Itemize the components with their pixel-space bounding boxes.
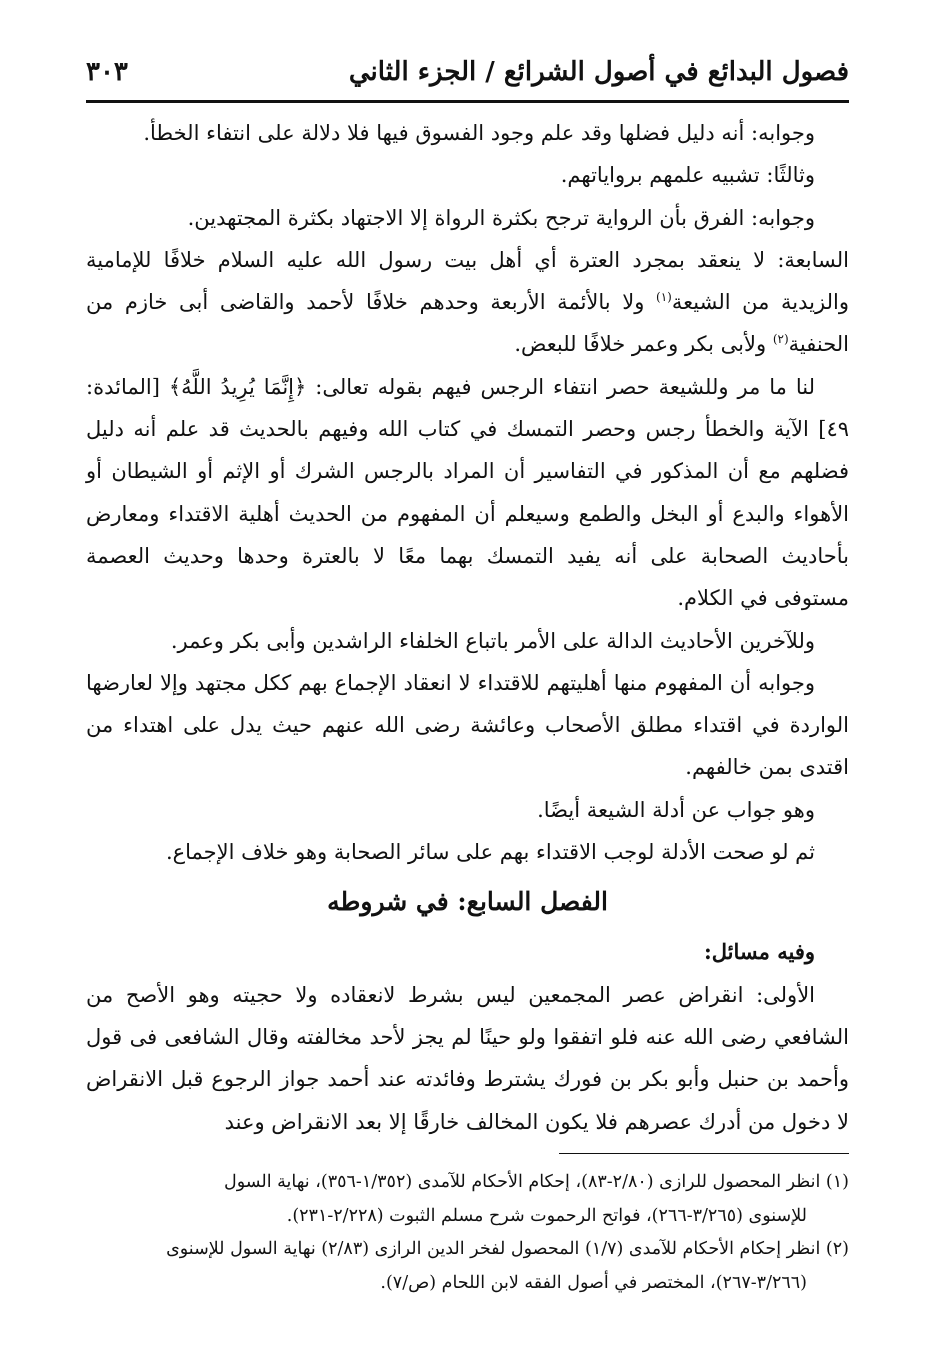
- paragraph: وجوابه أن المفهوم منها أهليتهم للاقتداء لا انعقاد الإجماع بهم ككل مجتهد وإلا لعارضها الواردة في اقتداء مطلق الأصحاب وعائشة رضى الله عنهم حيث يدل على اهتداء من اقتدى بمن خالفهم.: [86, 670, 849, 780]
- running-title: فصول البدائع في أصول الشرائع / الجزء الثاني: [348, 57, 849, 87]
- paragraph: لنا ما مر وللشيعة حصر انتفاء الرجس فيهم بقوله تعالى: ﴿إِنَّمَا يُرِيدُ اللَّهُ﴾ [المائدة: ٤٩] الآية والخطأ رجس وحصر التمسك في كتاب الله وفيهم بالحديث قد علم أنه دليل فضلهم مع أن المذكور في التفاسير أن المراد بالرجس الشرك أو الإثم أو الشيطان أو الأهواء والبدع أو البخل والطمع وسيعلم أن المفهوم من الحديث أهلية الاقتداء ومعارض بأحاديث الصحابة على أنه يفيد التمسك بهما معًا لا بالعترة وحدها وحديث العصمة مستوفى في الكلام.: [86, 374, 849, 611]
- text-run: ولا بالأئمة الأربعة وحدهم خلافًا لأحمد والقاضى أبى خازم من الحنفية: [86, 290, 849, 357]
- text-run: السابعة: لا ينعقد بمجرد العترة أي أهل بيت رسول الله عليه السلام خلافًا للإمامية والزيدية من الشيعة: [86, 247, 849, 315]
- paragraph-seventh-issue: [86, 239, 849, 366]
- paragraph: وثالثًا: تشبيه علمهم برواياتهم.: [560, 163, 815, 188]
- footnote-ref: (٢): [772, 332, 789, 347]
- footnote-rule: [559, 1153, 849, 1154]
- footnote-2: (٢) انظر إحكام الأحكام للآمدى (١/٧) المحصول لفخر الدين الرازى (٢/٨٣) نهاية السول للإسنوى: [166, 1239, 849, 1259]
- paragraph: وجوابه: أنه دليل فضلها وقد علم وجود الفسوق فيها فلا دلالة على انتفاء الخطأ.: [143, 121, 815, 145]
- footnote-1-continued: للإسنوى (٣/٢٦٥-٢٦٦)، فواتح الرحموت شرح مسلم الثبوت (٢/٢٢٨-٢٣١).: [286, 1205, 807, 1226]
- paragraph: وهو جواب عن أدلة الشيعة أيضًا.: [537, 797, 815, 822]
- paragraph: وجوابه: الفرق بأن الرواية ترجح بكثرة الرواة إلا الاجتهاد بكثرة المجتهدين.: [187, 205, 815, 230]
- paragraph: الأولى: انقراض عصر المجمعين ليس بشرط لانعقاده ولا حجيته وهو الأصح من الشافعي رضى الله عنه فلو اتفقوا ولو حينًا لم يجز لأحد مخالفته وقال الشافعى فى قول وأحمد بن حنبل وأبو بكر بن فورك يشترط وفائدته عند أحمد جواز الرجوع قبل الانقراض لا دخول من أدرك عصرهم فلا يكون المخالف خارقًا إلا بعد الانقراض وعند: [86, 982, 849, 1134]
- footnote-ref: (١): [656, 290, 672, 305]
- paragraph: وللآخرين الأحاديث الدالة على الأمر باتباع الخلفاء الراشدين وأبى بكر وعمر.: [170, 628, 815, 653]
- header-rule: [86, 100, 849, 103]
- chapter-title: الفصل السابع: في شروطه: [327, 887, 608, 917]
- footnote-2-continued: (٣/٢٦٦-٢٦٧)، المختصر في أصول الفقه لابن اللحام (ص/٧).: [380, 1272, 807, 1293]
- footnote-1: (١) انظر المحصول للرازى (٢/٨٠-٨٣)، إحكام الأحكام للآمدى (١/٣٥٢-٣٥٦)، نهاية السول: [224, 1172, 849, 1192]
- section-intro: وفيه مسائل:: [704, 939, 815, 965]
- page-number: ٣٠٣: [86, 57, 128, 87]
- footnotes: [86, 1166, 849, 1300]
- text-run: ولأبى بكر وعمر خلافًا للبعض.: [514, 332, 773, 357]
- paragraph: ثم لو صحت الأدلة لوجب الاقتداء بهم على سائر الصحابة وهو خلاف الإجماع.: [165, 840, 815, 865]
- main-text: [86, 112, 849, 1143]
- page-header: [86, 48, 849, 96]
